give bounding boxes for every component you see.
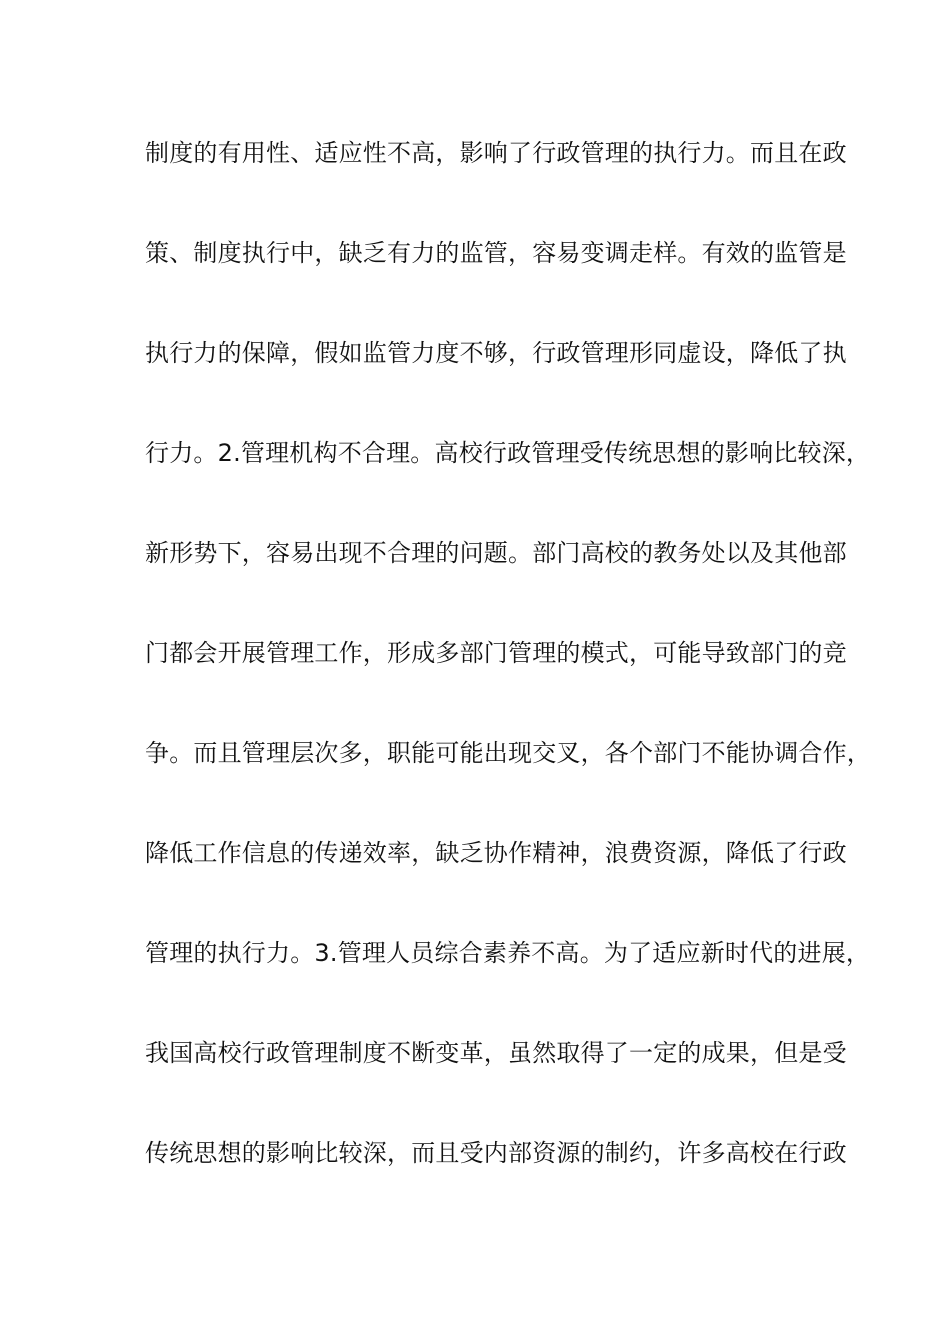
text-line: 新形势下，容易出现不合理的问题。部门高校的教务处以及其他部 xyxy=(145,539,847,567)
text-line: 传统思想的影响比较深，而且受内部资源的制约，许多高校在行政 xyxy=(145,1139,847,1167)
text-line: 门都会开展管理工作，形成多部门管理的模式，可能导致部门的竞 xyxy=(145,639,847,667)
text-line: 争。而且管理层次多，职能可能出现交叉，各个部门不能协调合作， xyxy=(145,739,871,767)
text-line: 降低工作信息的传递效率，缺乏协作精神，浪费资源，降低了行政 xyxy=(145,839,847,867)
text-line: 我国高校行政管理制度不断变革，虽然取得了一定的成果，但是受 xyxy=(145,1039,847,1067)
text-line: 行力。2.管理机构不合理。高校行政管理受传统思想的影响比较深， xyxy=(145,439,871,467)
text-line: 管理的执行力。3.管理人员综合素养不高。为了适应新时代的进展， xyxy=(145,939,871,967)
text-line: 制度的有用性、适应性不高，影响了行政管理的执行力。而且在政 xyxy=(145,139,847,167)
text-line: 执行力的保障，假如监管力度不够，行政管理形同虚设，降低了执 xyxy=(145,339,847,367)
text-line: 策、制度执行中，缺乏有力的监管，容易变调走样。有效的监管是 xyxy=(145,239,847,267)
body-text xyxy=(145,128,871,1228)
